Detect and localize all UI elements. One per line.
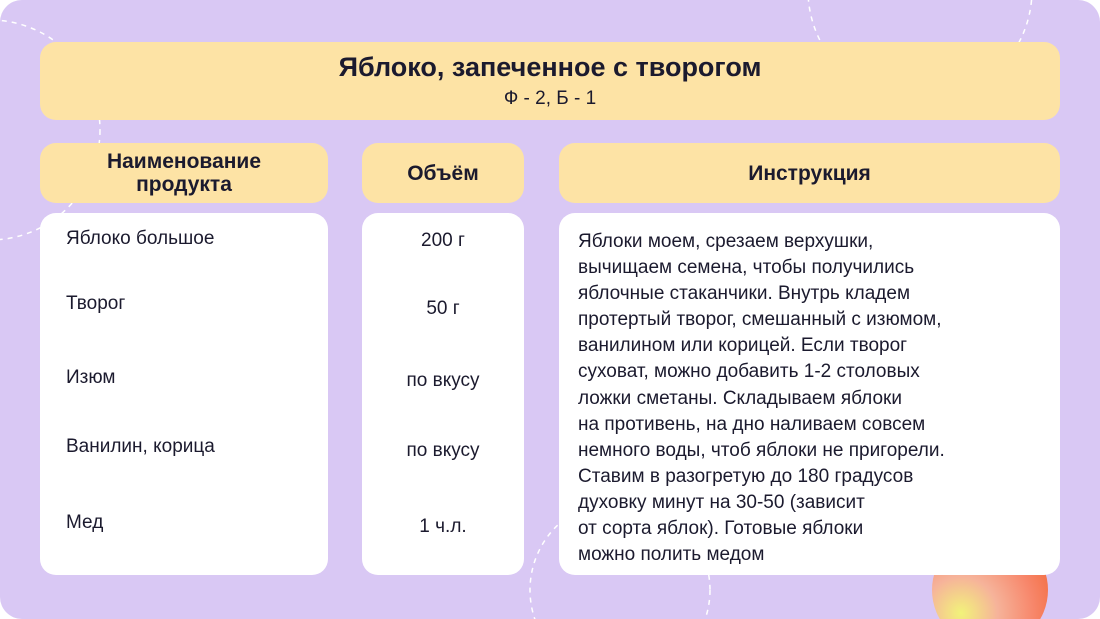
header-product-name	[40, 143, 328, 203]
instruction-text: Яблоки моем, срезаем верхушки, вычищаем семена, чтобы получились яблочные стаканчики. Внутрь кладем протертый творог, смешанный с изюмом, ванилином или корицей. Если творог суховат, можно добавить 1-2 столовых ложки сметаны. Складываем яблоки на противень, на дно наливаем совсем немного воды, чтоб яблоки не пригорели. Ставим в разогретую до 180 градусов духовку минут на 30-50 (зависит от сорта яблок). Готовые яблоки можно полить медом	[578, 231, 945, 566]
ingredient-amount: 1 ч.л.	[419, 516, 467, 537]
recipe-subtitle: Ф - 2, Б - 1	[503, 88, 597, 109]
instruction-panel	[559, 213, 1060, 575]
amounts-panel	[362, 213, 524, 575]
ingredient-amount: по вкусу	[406, 370, 480, 391]
ingredients-panel	[40, 213, 328, 575]
ingredient-name: Творог	[66, 293, 126, 314]
header-volume-label: Объём	[407, 161, 479, 185]
ingredient-name: Яблоко большое	[66, 228, 215, 249]
ingredient-amount: 200 г	[421, 230, 465, 251]
header-instruction	[559, 143, 1060, 203]
ingredient-name: Мед	[66, 512, 104, 533]
ingredient-amount: 50 г	[426, 298, 460, 319]
header-product-name-label: Наименование продукта	[106, 150, 262, 196]
ingredient-amount: по вкусу	[406, 440, 480, 461]
header-volume	[362, 143, 524, 203]
header-instruction-label: Инструкция	[748, 161, 871, 185]
title-banner	[40, 42, 1060, 120]
ingredient-name: Ванилин, корица	[66, 436, 215, 457]
recipe-title: Яблоко, запеченное с творогом	[338, 52, 762, 82]
ingredient-name: Изюм	[66, 367, 116, 388]
